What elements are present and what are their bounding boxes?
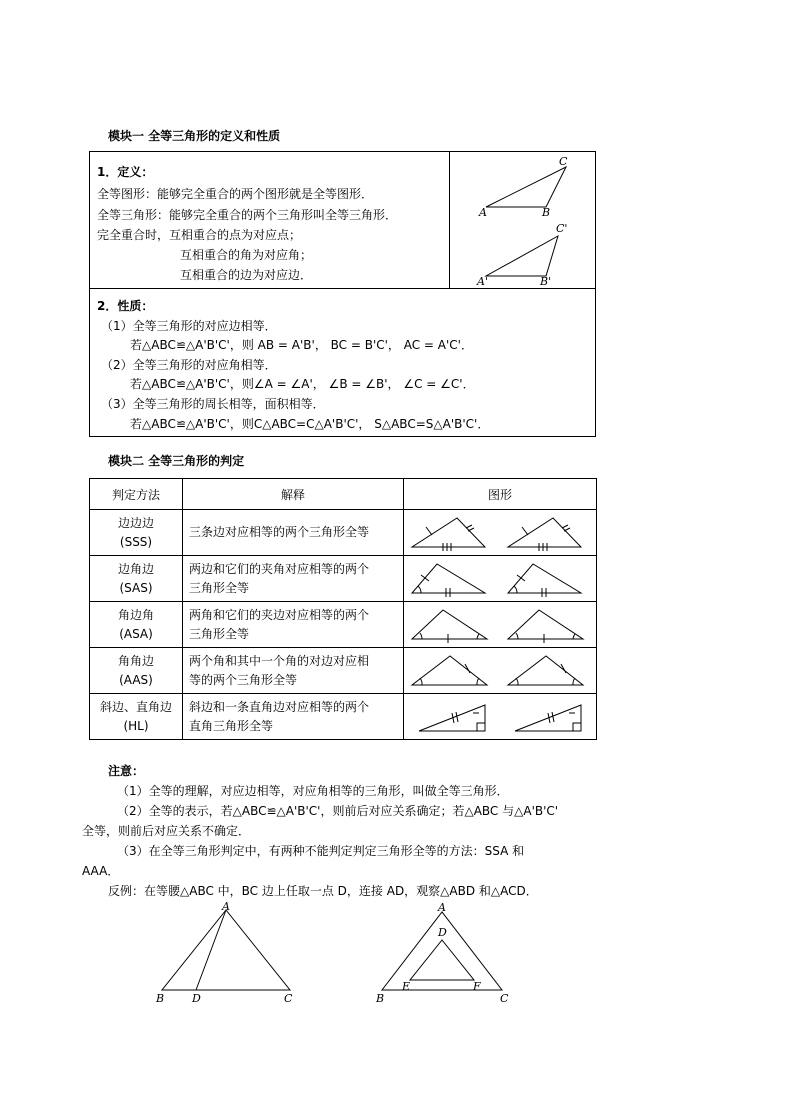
method-cell	[90, 694, 183, 740]
description-line: 等的两个三角形全等	[189, 672, 298, 687]
module1-heading: 模块一 全等三角形的定义和性质	[108, 129, 281, 143]
method-abbr: (HL)	[123, 718, 149, 733]
figure-cell	[404, 694, 597, 740]
property-line: 若△ABC≌△A'B'C'，则∠A = ∠A'， ∠B = ∠B'， ∠C = ∠C'．	[130, 377, 475, 391]
note-line: 反例：在等腰△ABC 中，BC 边上任取一点 D，连接 AD，观察△ABD 和△ACD．	[108, 884, 538, 898]
label-c: C	[500, 992, 509, 1005]
method-cell	[90, 648, 183, 694]
label-b-prime: B'	[540, 275, 552, 288]
description-line: 直角三角形全等	[189, 718, 274, 733]
label-a-prime: A'	[477, 275, 488, 288]
property-line: （1）全等三角形的对应边相等．	[101, 319, 277, 333]
method-name: 边角边	[117, 561, 154, 576]
label-d: D	[192, 992, 201, 1005]
description-cell	[183, 602, 404, 648]
triangle-abc-prime	[486, 236, 558, 276]
description-line: 三条边对应相等的两个三角形全等	[189, 525, 370, 539]
column-header: 图形	[404, 479, 597, 510]
sas-triangle-figure	[503, 559, 593, 599]
definition-line: 完全重合时，互相重合的点为对应点；	[97, 228, 302, 242]
method-name: 斜边、直角边	[99, 699, 172, 714]
table-header-row	[90, 479, 597, 510]
label-c: C	[284, 992, 293, 1005]
description-cell	[183, 694, 404, 740]
hl-right-triangle-figure	[503, 697, 593, 737]
label-b: B	[156, 992, 165, 1005]
definition-line: 互相重合的角为对应角；	[180, 248, 313, 262]
description-cell	[183, 510, 404, 556]
aas-triangle-figure	[407, 651, 497, 691]
congruence-criteria-table	[89, 478, 597, 740]
figure-cell	[404, 648, 597, 694]
table-row	[90, 510, 597, 556]
definition-line: 全等图形：能够完全重合的两个图形就是全等图形．	[97, 187, 374, 201]
property-line: 若△ABC≌△A'B'C'，则C△ABC=C△A'B'C'， S△ABC=S△A'B'C'．	[130, 417, 490, 431]
sas-triangle-figure	[407, 559, 497, 599]
isosceles-abd-acd-figure	[150, 900, 300, 1005]
method-cell	[90, 556, 183, 602]
table-row	[90, 694, 597, 740]
description-line: 三角形全等	[189, 626, 250, 641]
table-row	[90, 556, 597, 602]
description-line: 斜边和一条直角边对应相等的两个	[189, 699, 370, 714]
label-b: B	[376, 992, 385, 1005]
method-cell	[90, 510, 183, 556]
table-row	[90, 648, 597, 694]
sss-triangle-figure	[503, 513, 593, 553]
definition-line: 互相重合的边为对应边．	[180, 268, 313, 282]
notes-title: 注意：	[108, 764, 145, 778]
description-line: 两角和它们的夹边对应相等的两个	[189, 607, 370, 622]
sss-triangle-figure	[407, 513, 497, 553]
definition-line: 全等三角形：能够完全重合的两个三角形叫全等三角形．	[97, 208, 398, 222]
note-line: （3）在全等三角形判定中，有两种不能判定判定三角形全等的方法：SSA 和	[117, 844, 525, 858]
label-f: F	[473, 980, 481, 993]
label-c-prime: C'	[556, 222, 568, 235]
description-cell	[183, 648, 404, 694]
method-abbr: (SAS)	[119, 580, 153, 595]
asa-triangle-figure	[503, 605, 593, 645]
asa-triangle-figure	[407, 605, 497, 645]
label-e: E	[402, 980, 411, 993]
method-name: 角边角	[117, 607, 154, 622]
column-header: 判定方法	[90, 479, 183, 510]
description-line: 两个角和其中一个角的对边对应相	[189, 653, 370, 668]
column-header: 解释	[183, 479, 404, 510]
method-name: 角角边	[117, 653, 154, 668]
label-a: A	[222, 900, 230, 913]
method-cell	[90, 602, 183, 648]
description-line: 三角形全等	[189, 580, 250, 595]
table-row	[90, 602, 597, 648]
description-line: 两边和它们的夹角对应相等的两个	[189, 561, 370, 576]
label-c: C	[559, 155, 568, 168]
module2-heading: 模块二 全等三角形的判定	[108, 454, 245, 468]
nested-triangles-figure	[370, 900, 520, 1005]
method-abbr: (ASA)	[119, 626, 153, 641]
definition-title: 1．定义：	[97, 165, 154, 179]
method-abbr: (SSS)	[119, 534, 153, 549]
hl-right-triangle-figure	[407, 697, 497, 737]
box-divider-horizontal	[89, 288, 596, 289]
description-cell	[183, 556, 404, 602]
figure-cell	[404, 556, 597, 602]
note-line: 全等，则前后对应关系不确定．	[82, 824, 251, 838]
triangle-abc	[486, 167, 566, 207]
figure-cell	[404, 510, 597, 556]
properties-title: 2．性质：	[97, 299, 154, 313]
note-line: （1）全等的理解，对应边相等，对应角相等的三角形，叫做全等三角形．	[117, 784, 509, 798]
label-a: A	[438, 901, 446, 914]
property-line: （2）全等三角形的对应角相等．	[101, 358, 277, 372]
property-line: （3）全等三角形的周长相等，面积相等．	[101, 397, 325, 411]
method-abbr: (AAS)	[119, 672, 153, 687]
congruent-triangles-figure	[450, 152, 595, 288]
label-a: A	[479, 206, 487, 219]
note-line: AAA．	[82, 864, 120, 878]
label-b: B	[542, 206, 551, 219]
label-d: D	[438, 926, 447, 939]
figure-cell	[404, 602, 597, 648]
aas-triangle-figure	[503, 651, 593, 691]
note-line: （2）全等的表示，若△ABC≌△A'B'C'，则前后对应关系确定；若△ABC 与△A'B'C'	[117, 804, 559, 818]
method-name: 边边边	[117, 515, 154, 530]
property-line: 若△ABC≌△A'B'C'，则 AB = A'B'， BC = B'C'， AC = A'C'．	[130, 338, 473, 352]
